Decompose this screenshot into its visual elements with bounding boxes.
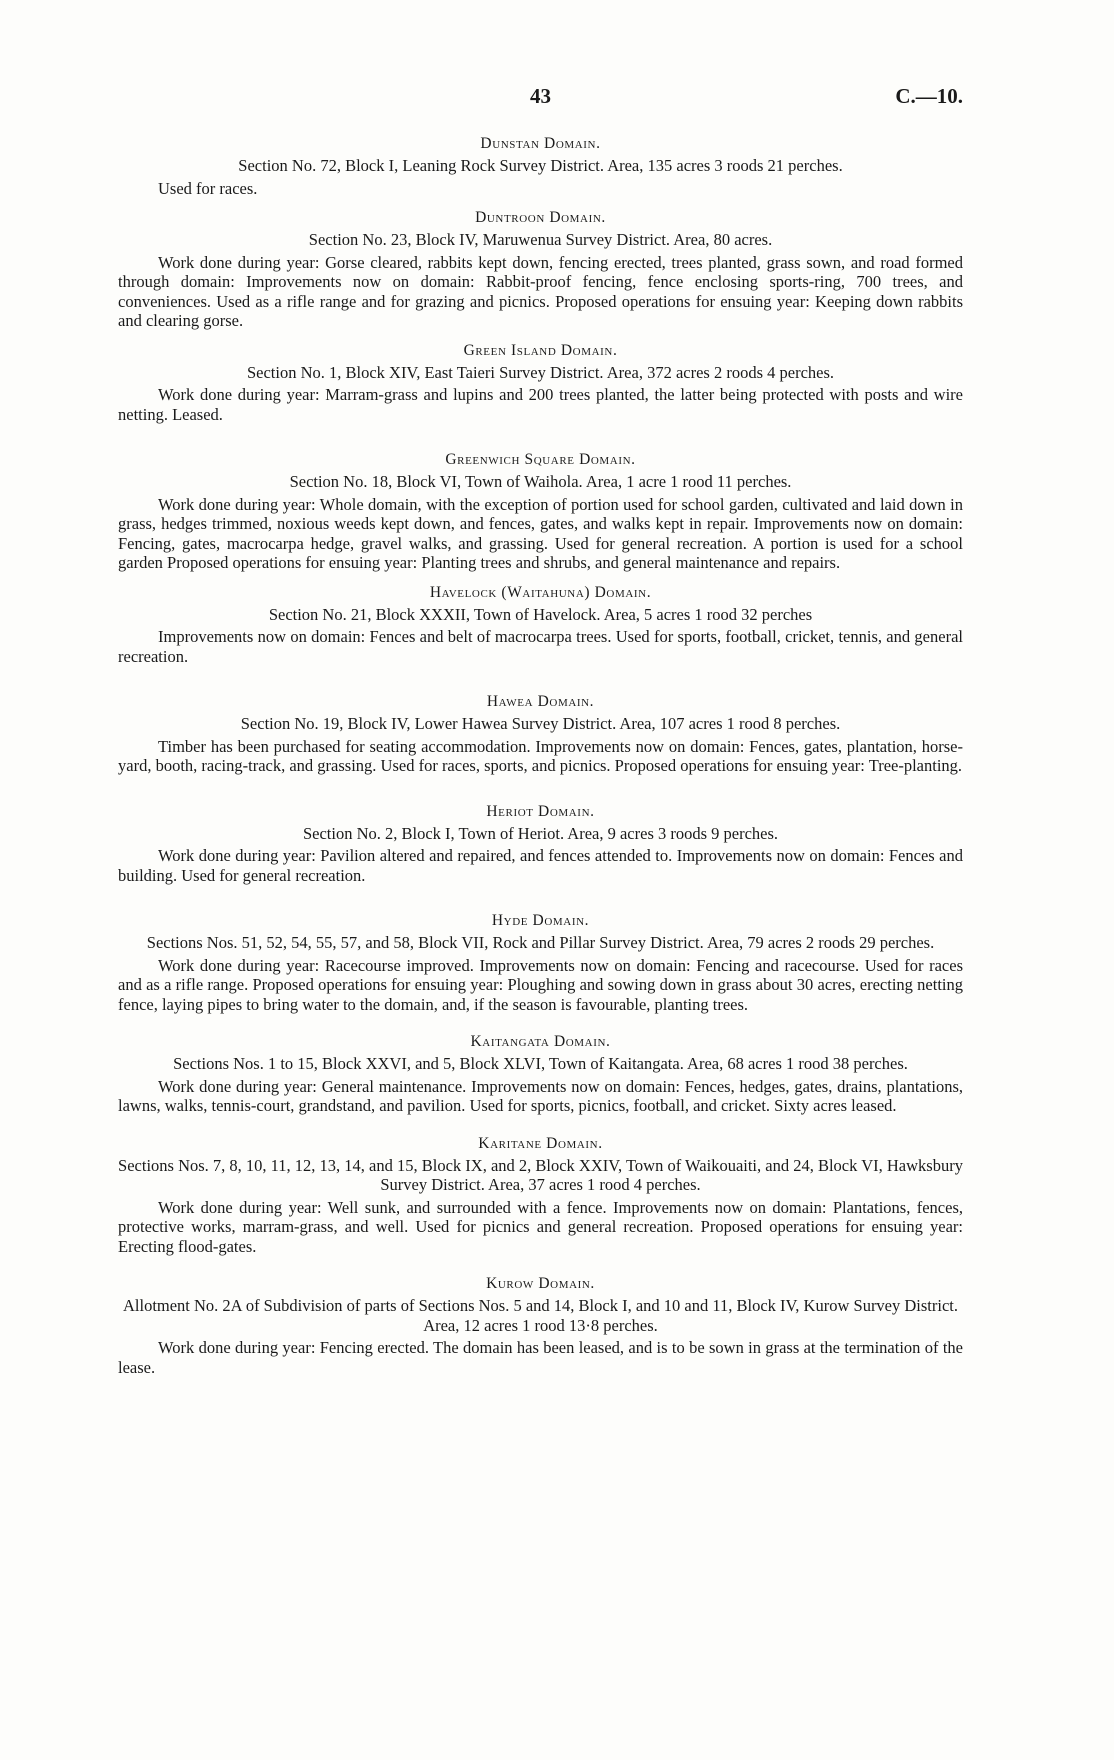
page-content xyxy=(118,134,963,1377)
domain-entry-hawea xyxy=(118,692,963,776)
section-description: Allotment No. 2A of Subdivision of parts of Sections Nos. 5 and 14, Block I, and 10 and 11, Block IV, Kurow Survey District. Area, 12 acres 1 rood 13·8 perches. xyxy=(122,1296,958,1335)
domain-entry-havelock xyxy=(118,583,963,667)
section-description: Section No. 23, Block IV, Maruwenua Survey District. Area, 80 acres. xyxy=(308,230,773,249)
document-reference: C.—10. xyxy=(895,84,963,108)
domain-title: Kurow Domain. xyxy=(486,1275,595,1292)
section-description: Section No. 18, Block VI, Town of Waihola. Area, 1 acre 1 rood 11 perches. xyxy=(289,472,792,491)
page-number: 43 xyxy=(530,84,551,108)
domain-title: Hawea Domain. xyxy=(486,693,595,710)
page-header xyxy=(118,84,963,114)
section-description: Sections Nos. 51, 52, 54, 55, 57, and 58, Block VII, Rock and Pillar Survey District. Area, 79 acres 2 roods 29 perches. xyxy=(146,933,935,952)
domain-entry-karitane xyxy=(118,1134,963,1257)
domain-paragraph: Used for races. xyxy=(158,178,258,198)
domain-paragraph: Work done during year: Fencing erected. The domain has been leased, and is to be sown in grass at the termination of the lease. xyxy=(118,1338,963,1377)
section-description: Section No. 2, Block I, Town of Heriot. Area, 9 acres 3 roods 9 perches. xyxy=(302,823,779,843)
domain-entry-green-island xyxy=(118,341,963,425)
domain-paragraph: Work done during year: Well sunk, and surrounded with a fence. Improvements now on domain: Plantations, fences, protective works, marram-grass, and well. Used for picnics and general recreation. Proposed operations for ensuing year: Erecting flood-gates. xyxy=(118,1197,963,1256)
domain-paragraph: Work done during year: Whole domain, with the exception of portion used for school garden, cultivated and laid down in grass, hedges trimmed, noxious weeds kept down, and fences, gates, and walks kept in repair. Improvements now on domain: Fencing, gates, macrocarpa hedge, gravel walks, and grassing. Used for general recreation. A portion is used for a school garden Proposed operations for ensuing year: Planting trees and shrubs, and general maintenance and repairs. xyxy=(118,494,963,572)
domain-entry-hyde xyxy=(118,911,963,1014)
domain-title: Heriot Domain. xyxy=(486,802,595,820)
domain-entry-dunstan xyxy=(118,134,963,198)
domain-paragraph: Timber has been purchased for seating accommodation. Improvements now on domain: Fences, gates, plantation, horse-yard, booth, racing-track, and grassing. Used for races, sports, and picnics. Proposed operations for ensuing year: Tree-planting. xyxy=(118,736,963,775)
section-description: Section No. 19, Block IV, Lower Hawea Survey District. Area, 107 acres 1 rood 8 perches. xyxy=(240,714,841,733)
domain-paragraph: Work done during year: General maintenance. Improvements now on domain: Fences, hedges, gates, drains, plantations, lawns, walks, tennis-court, grandstand, and pavilion. Used for sports, picnics, football, and cricket. Sixty acres leased. xyxy=(118,1076,963,1115)
domain-entry-greenwich-square xyxy=(118,450,963,573)
domain-paragraph: Improvements now on domain: Fences and belt of macrocarpa trees. Used for sports, football, cricket, tennis, and general recreation. xyxy=(118,627,963,666)
domain-title: Dunstan Domain. xyxy=(480,135,601,152)
domain-title: Duntroon Domain. xyxy=(475,209,606,226)
domain-title: Greenwich Square Domain. xyxy=(445,451,636,468)
domain-paragraph: Work done during year: Gorse cleared, rabbits kept down, fencing erected, trees planted, grass sown, and road formed through domain: Improvements now on domain: Rabbit-proof fencing, fence enclosing sports-ring, 700 trees, and conveniences. Used as a rifle range and for grazing and picnics. Proposed operations for ensuing year: Keeping down rabbits and clearing gorse. xyxy=(118,252,963,330)
section-description: Sections Nos. 7, 8, 10, 11, 12, 13, 14, and 15, Block IX, and 2, Block XXIV, Town of Waikouaiti, and 24, Block VI, Hawksbury Survey District. Area, 37 acres 1 rood 4 perches. xyxy=(118,1155,963,1194)
section-description: Section No. 72, Block I, Leaning Rock Survey District. Area, 135 acres 3 roods 21 perches. xyxy=(238,156,843,175)
domain-title: Kaitangata Domain. xyxy=(470,1033,611,1050)
domain-paragraph: Work done during year: Racecourse improved. Improvements now on domain: Fencing and racecourse. Used for races and as a rifle range. Proposed operations for ensuing year: Ploughing and sowing down in grass about 30 acres, erecting netting fence, laying pipes to bring water to the domain, and, if the season is favourable, planting trees. xyxy=(118,955,963,1014)
domain-paragraph: Work done during year: Marram-grass and lupins and 200 trees planted, the latter being protected with posts and wire netting. Leased. xyxy=(118,385,963,424)
section-description: Sections Nos. 1 to 15, Block XXVI, and 5, Block XLVI, Town of Kaitangata. Area, 68 acres 1 rood 38 perches. xyxy=(173,1054,908,1073)
domain-entry-heriot xyxy=(118,802,963,886)
domain-title: Karitane Domain. xyxy=(478,1134,603,1152)
section-description: Section No. 21, Block XXXII, Town of Havelock. Area, 5 acres 1 rood 32 perches xyxy=(268,604,813,624)
domain-title: Havelock (Waitahuna) Domain. xyxy=(429,583,652,601)
domain-paragraph: Work done during year: Pavilion altered and repaired, and fences attended to. Improvements now on domain: Fences and building. Used for general recreation. xyxy=(118,846,963,885)
domain-entry-kurow xyxy=(118,1274,963,1377)
domain-entry-kaitangata xyxy=(118,1032,963,1116)
domain-title: Hyde Domain. xyxy=(491,912,590,929)
domain-entry-duntroon xyxy=(118,208,963,331)
section-description: Section No. 1, Block XIV, East Taieri Survey District. Area, 372 acres 2 roods 4 perches. xyxy=(246,362,835,382)
domain-title: Green Island Domain. xyxy=(463,341,618,359)
